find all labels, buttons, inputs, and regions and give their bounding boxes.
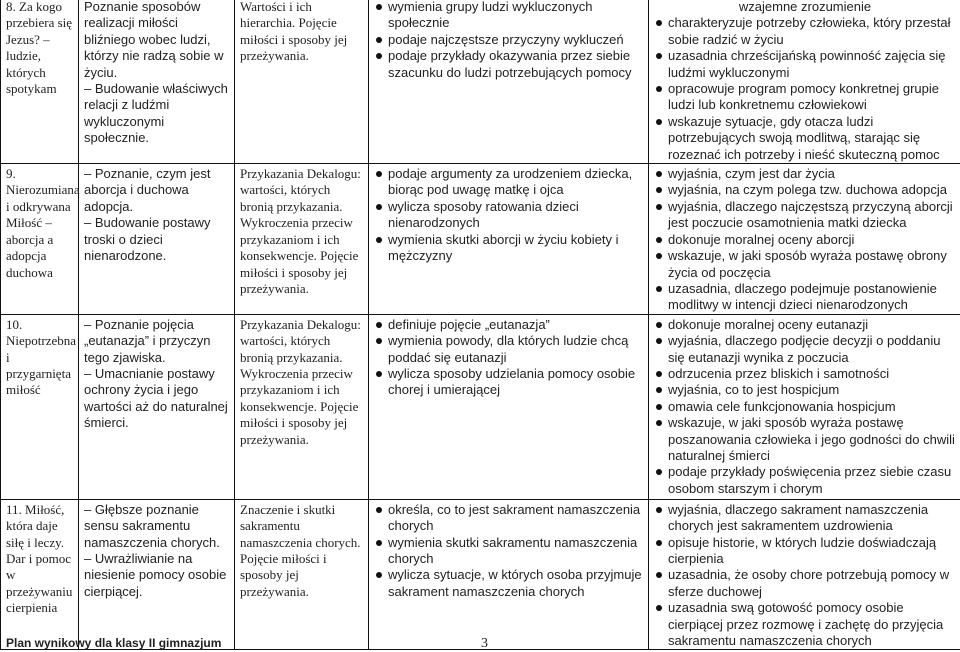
list-item: charakteryzuje potrzeby człowieka, który przestał sobie radzić w życiu bbox=[668, 15, 956, 48]
values-cell: Znaczenie i skutki sakramentu namaszczenia chorych. Pojęcie miłości i sposoby jej przeżywania. bbox=[235, 499, 369, 650]
list-item: wymienia skutki sakramentu namaszczenia chorych bbox=[388, 535, 644, 568]
list-item: uzasadnia, że osoby chore potrzebują pomocy w sferze duchowej bbox=[668, 567, 956, 600]
page-number: 3 bbox=[481, 636, 488, 651]
content-cell: – Głębsze poznanie sensu sakramentu namaszczenia chorych. – Uwrażliwianie na niesienie pomocy osobie cierpiącej. bbox=[79, 499, 235, 650]
topic-cell: 9. Nierozumiana i odkrywana Miłość – aborcja a adopcja duchowa bbox=[1, 164, 79, 315]
list-item: podaje najczęstsze przyczyny wykluczeń bbox=[388, 32, 644, 48]
basic-requirements-cell bbox=[369, 0, 649, 164]
list-item: dokonuje moralnej oceny aborcji bbox=[668, 232, 956, 248]
list-item: definiuje pojęcie „eutanazja” bbox=[388, 317, 644, 333]
list-item: wylicza sytuacje, w których osoba przyjmuje sakrament namaszczenia chorych bbox=[388, 567, 644, 600]
list-item: uzasadnia swą gotowość pomocy osobie cierpiącej przez rozmowę i zachętę do przyjęcia sakramentu namaszczenia chorych bbox=[668, 600, 956, 649]
basic-requirements-cell bbox=[369, 164, 649, 315]
topic-cell: 11. Miłość, która daje siłę i leczy. Dar i pomoc w przeżywaniu cierpienia bbox=[1, 499, 79, 650]
extended-header: wzajemne zrozumienie bbox=[738, 0, 872, 14]
basic-requirements-cell bbox=[369, 314, 649, 499]
table-row bbox=[1, 499, 960, 650]
list-item: dokonuje moralnej oceny eutanazji bbox=[668, 317, 956, 333]
table-row bbox=[1, 164, 960, 315]
list-item: wylicza sposoby ratowania dzieci nienarodzonych bbox=[388, 199, 644, 232]
list-item: wyjaśnia, dlaczego podjęcie decyzji o poddaniu się eutanazji wynika z poczucia bbox=[668, 333, 956, 366]
table-row bbox=[1, 0, 960, 164]
list-item: podaje argumenty za urodzeniem dziecka, biorąc pod uwagę matkę i ojca bbox=[388, 166, 644, 199]
list-item: wyjaśnia, czym jest dar życia bbox=[668, 166, 956, 182]
list-item: wymienia powody, dla których ludzie chcą poddać się eutanazji bbox=[388, 333, 644, 366]
list-item: uzasadnia chrześcijańską powinność zajęcia się ludźmi wykluczonymi bbox=[668, 48, 956, 81]
values-cell: Przykazania Dekalogu: wartości, których bronią przykazania. Wykroczenia przeciw przykazaniom i ich konsekwencje. Pojęcie miłości i sposoby jej przeżywania. bbox=[235, 164, 369, 315]
list-item: wymienia skutki aborcji w życiu kobiety i mężczyzny bbox=[388, 232, 644, 265]
list-item: podaje przykłady poświęcenia przez siebie czasu osobom starszym i chorym bbox=[668, 464, 956, 497]
basic-requirements-cell bbox=[369, 499, 649, 650]
list-item: uzasadnia, dlaczego podejmuje postanowienie modlitwy w intencji dzieci nienarodzonych bbox=[668, 281, 956, 314]
list-item: wskazuje sytuacje, gdy otacza ludzi potrzebujących swoją modlitwą, starając się rozeznać ich potrzeby i nieść skuteczną pomoc bbox=[668, 114, 956, 163]
values-cell: Wartości i ich hierarchia. Pojęcie miłości i sposoby jej przeżywania. bbox=[235, 0, 369, 164]
extended-requirements-cell bbox=[649, 314, 960, 499]
extended-requirements-cell bbox=[649, 164, 960, 315]
extended-requirements-cell bbox=[649, 499, 960, 650]
list-item: wyjaśnia, na czym polega tzw. duchowa adopcja bbox=[668, 182, 956, 198]
list-item: wskazuje, w jaki sposób wyraża postawę obrony życia od poczęcia bbox=[668, 248, 956, 281]
list-item: podaje przykłady okazywania przez siebie szacunku do ludzi potrzebujących pomocy bbox=[388, 48, 644, 81]
list-item: wyjaśnia, dlaczego najczęstszą przyczyną aborcji jest poczucie osamotnienia matki dziecka bbox=[668, 199, 956, 232]
values-cell: Przykazania Dekalogu: wartości, których bronią przykazania. Wykroczenia przeciw przykazaniom i ich konsekwencje. Pojęcie miłości i sposoby jej przeżywania. bbox=[235, 314, 369, 499]
topic-cell: 10. Niepotrzebna i przygarnięta miłość bbox=[1, 314, 79, 499]
list-item: wskazuje, w jaki sposób wyraża postawę poszanowania człowieka i jego godności do chwili naturalnej śmierci bbox=[668, 415, 955, 463]
list-item: określa, co to jest sakrament namaszczenia chorych bbox=[388, 502, 644, 535]
list-item: opisuje historie, w których ludzie doświadczają cierpienia bbox=[668, 535, 956, 568]
topic-cell: 8. Za kogo przebiera się Jezus? – ludzie, których spotykam bbox=[1, 0, 79, 164]
content-cell: Poznanie sposobów realizacji miłości bliźniego wobec ludzi, którzy nie radzą sobie w życiu. – Budowanie właściwych relacji z ludźmi wykluczonymi społecznie. bbox=[79, 0, 235, 164]
table-row bbox=[1, 314, 960, 499]
extended-requirements-cell bbox=[649, 0, 960, 164]
list-item: wylicza sposoby udzielania pomocy osobie chorej i umierającej bbox=[388, 366, 644, 399]
list-item: odrzucenia przez bliskich i samotności bbox=[668, 366, 956, 382]
footer-title: Plan wynikowy dla klasy II gimnazjum bbox=[6, 636, 222, 650]
list-item: wyjaśnia, co to jest hospicjum bbox=[668, 382, 956, 398]
list-item: wymienia grupy ludzi wykluczonych społecznie bbox=[388, 0, 644, 32]
content-cell: – Poznanie, czym jest aborcja i duchowa adopcja. – Budowanie postawy troski o dzieci nienarodzone. bbox=[79, 164, 235, 315]
list-item: opracowuje program pomocy konkretnej grupie ludzi lub konkretnemu człowiekowi bbox=[668, 81, 956, 114]
list-item: wyjaśnia, dlaczego sakrament namaszczenia chorych jest sakramentem uzdrowienia bbox=[668, 502, 956, 535]
list-item: omawia cele funkcjonowania hospicjum bbox=[668, 399, 956, 415]
content-cell: – Poznanie pojęcia „eutanazja” i przyczyn tego zjawiska. – Umacnianie postawy ochrony życia i jego wartości aż do naturalnej śmierci. bbox=[79, 314, 235, 499]
